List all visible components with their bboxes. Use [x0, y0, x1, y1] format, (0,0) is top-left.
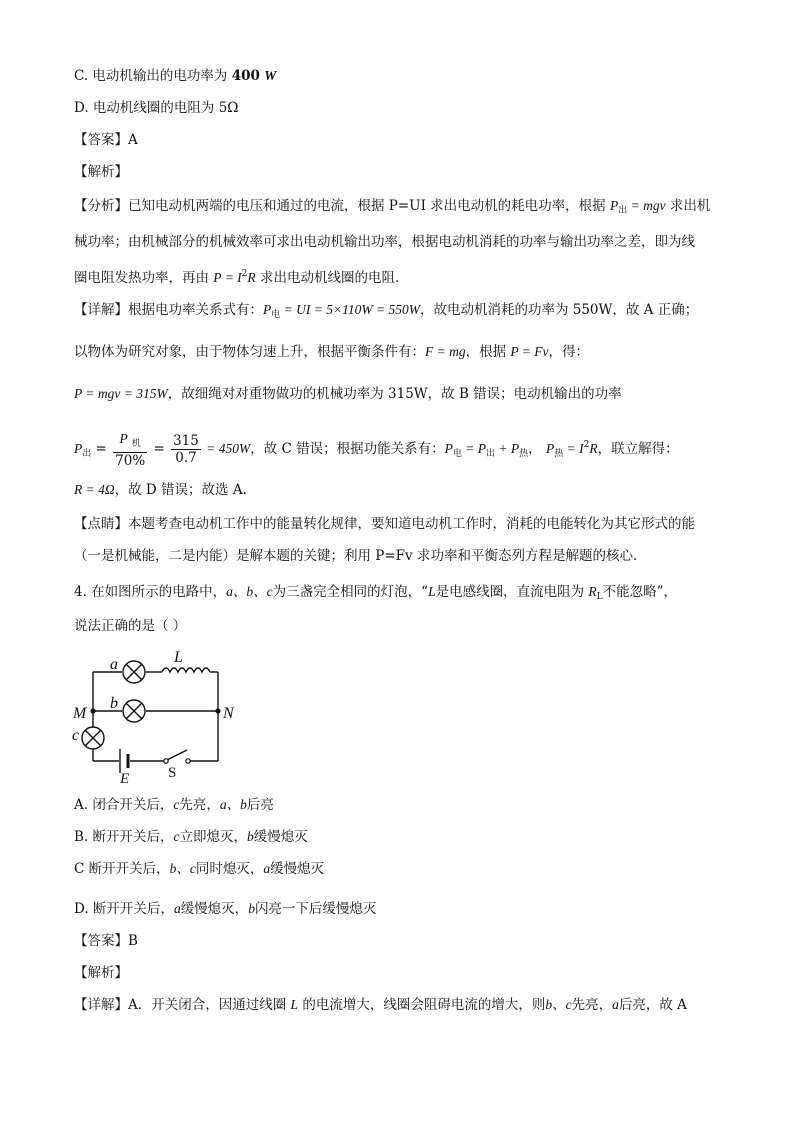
- fenxi-line-1: 【分析】已知电动机两端的电压和通过的电流，根据 P=UI 求出电动机的耗电功率，根据 $P_出$ = mgv 求出机: [74, 198, 711, 216]
- label-L: L: [174, 649, 183, 666]
- answer-label-2: 【答案】B: [74, 933, 138, 949]
- xiangjie-line-4: $P_出$ = $\frac{P _机}{70\%}$ = $\frac{315}{0.7}$ = 450W，故 C 错误；根据功能关系有：$P_电 = P_出 + P_热$， $P_热 = I^2R$，联立解得：: [74, 430, 679, 469]
- label-c: c: [72, 727, 80, 744]
- label-N: N: [223, 705, 234, 722]
- question-4-line-1: 4. 在如图所示的电路中，a、b、c为三盏完全相同的灯泡，“L是电感线圈，直流电阻为 $R_L$不能忽略”，: [74, 584, 678, 602]
- label-a: a: [110, 656, 118, 673]
- option-c-prev: C. 电动机输出的电功率为 400 W: [74, 68, 277, 84]
- option-a: A. 闭合开关后，c先亮，a、b后亮: [74, 797, 274, 813]
- xiangjie-line-1: 【详解】根据电功率关系式有：$P_电$ = UI = 5×110W = 550W，故电动机消耗的功率为 550W，故 A 正确；: [74, 302, 699, 320]
- answer-label-1: 【答案】A: [74, 132, 138, 148]
- xiangjie-final-line: 【详解】A．开关闭合，因通过线圈 L 的电流增大，线圈会阻碍电流的增大，则b、c先亮，a后亮，故 A: [74, 997, 687, 1013]
- switch-contact-left: [164, 759, 168, 763]
- label-S: S: [168, 765, 177, 781]
- lamp-c: [82, 727, 104, 749]
- option-d-prev: D. 电动机线圈的电阻为 5Ω: [74, 100, 239, 116]
- fenxi-line-2: 械功率；由机械部分的机械效率可求出电动机输出功率，根据电动机消耗的功率与输出功率之差，即为线: [74, 234, 695, 250]
- lamp-a: [123, 661, 145, 683]
- option-d: D. 断开开关后，a缓慢熄灭，b闪亮一下后缓慢熄灭: [74, 901, 377, 917]
- xiangjie-line-5: R = 4Ω，故 D 错误；故选 A．: [74, 482, 257, 498]
- analysis-heading-2: 【解析】: [74, 965, 128, 981]
- label-b: b: [110, 695, 118, 712]
- label-E: E: [120, 771, 130, 787]
- dianjing-line-1: 【点睛】本题考查电动机工作中的能量转化规律，要知道电动机工作时，消耗的电能转化为其它形式的能: [74, 516, 695, 532]
- fraction-315: $\frac{315}{0.7}$: [173, 433, 199, 466]
- dianjing-line-2: （一是机械能，二是内能）是解本题的关键；利用 P=Fv 求功率和平衡态列方程是解题的核心．: [74, 548, 647, 564]
- label-M: M: [73, 705, 87, 722]
- analysis-heading-1: 【解析】: [74, 164, 128, 180]
- option-c: C 断开开关后，b、c同时熄灭，a缓慢熄灭: [74, 861, 325, 877]
- question-4-line-2: 说法正确的是（ ）: [74, 618, 187, 634]
- xiangjie-line-2: 以物体为研究对象，由于物体匀速上升，根据平衡条件有：F = mg，根据 P = Fv，得：: [74, 344, 590, 360]
- junction-N: [215, 708, 220, 713]
- fraction-power-mech: $\frac{P _机}{70\%}$: [115, 430, 146, 469]
- fenxi-line-3: 圈电阻发热功率，再由 $P = I^2R$ 求出电动机线圈的电阻．: [74, 269, 409, 286]
- circuit-diagram: [70, 648, 240, 788]
- battery-E: [120, 749, 128, 773]
- switch-contact-right: [186, 759, 190, 763]
- junction-M: [90, 708, 95, 713]
- option-b: B. 断开开关后，c立即熄灭，b缓慢熄灭: [74, 829, 308, 845]
- xiangjie-line-3: P = mgv = 315W，故细绳对对重物做功的机械功率为 315W，故 B 错误；电动机输出的功率: [74, 386, 622, 402]
- lamp-b: [123, 700, 145, 722]
